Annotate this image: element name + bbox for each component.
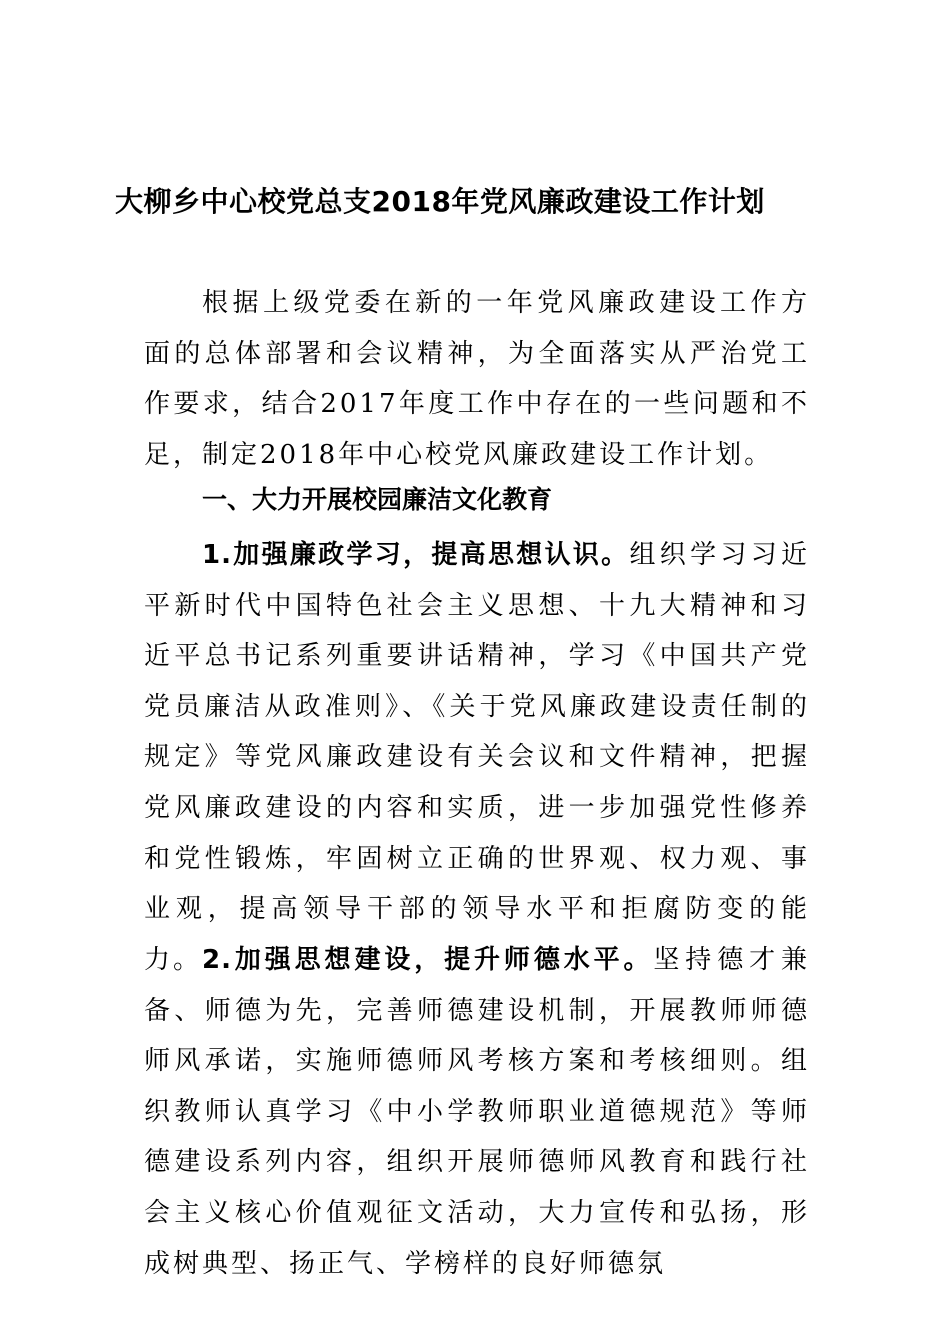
document-title: 大柳乡中心校党总支2018年党风廉政建设工作计划: [115, 185, 765, 218]
item-lead: 2.加强思想建设，提升师德水平。: [202, 945, 654, 975]
intro-paragraph: 根据上级党委在新的一年党风廉政建设工作方面的总体部署和会议精神，为全面落实从严治党工作要求，结合2017年度工作中存在的一些问题和不足，制定2018年中心校党风廉政建设工作计划。: [144, 288, 810, 470]
section-item-paragraph: [144, 530, 810, 985]
item-text: 组织学习习近平新时代中国特色社会主义思想、十九大精神和习近平总书记系列重要讲话精神，学习《中国共产党党员廉洁从政准则》、《关于党风廉政建设责任制的规定》等党风廉政建设有关会议和文件精神，把握党风廉政建设的内容和实质，进一步加强党性修养和党性锻炼，牢固树立正确的世界观、权力观、事业观，提高领导干部的领导水平和拒腐防变的能力。: [144, 540, 810, 975]
item-text: 坚持德才兼备、师德为先，完善师德建设机制，开展教师师德师风承诺，实施师德师风考核方案和考核细则。组织教师认真学习《中小学教师职业道德规范》等师德建设系列内容，组织开展师德师风教育和践行社会主义核心价值观征文活动，大力宣传和弘扬，形成树典型、扬正气、学榜样的良好师德氛: [144, 945, 810, 1279]
item-lead: 1.加强廉政学习，提高思想认识。: [202, 540, 630, 570]
section-item-paragraph: [144, 935, 810, 1289]
section-heading: 一、大力开展校园廉洁文化教育: [202, 485, 553, 514]
